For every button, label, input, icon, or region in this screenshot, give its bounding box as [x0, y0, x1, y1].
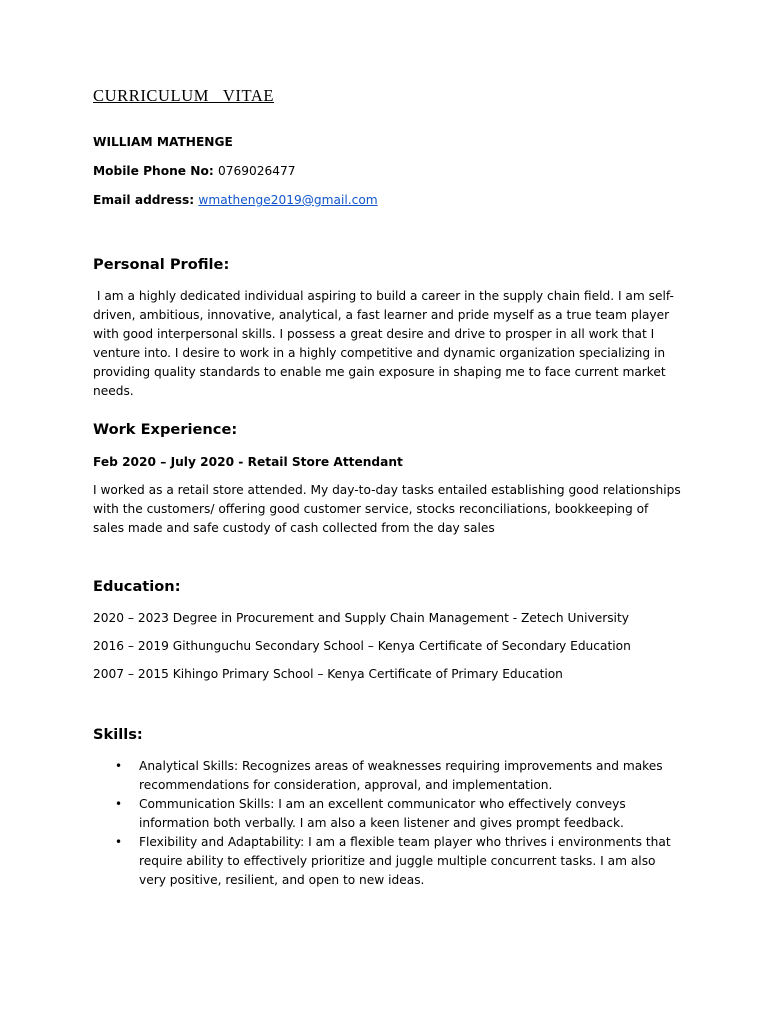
work-description: I worked as a retail store attended. My day-to-day tasks entailed establishing good relationships with the customers/ offering good customer service, stocks reconciliations, bookkeeping of sales made and safe custody of cash collected from the day sales: [93, 483, 681, 535]
skill-text: Flexibility and Adaptability: I am a flexible team player who thrives i environments that require ability to effectively prioritize and juggle multiple concurrent tasks. I am also very positive, resilient, and open to new ideas.: [139, 835, 671, 887]
bullet-icon: •: [115, 759, 123, 773]
email-link[interactable]: wmathenge2019@gmail.com: [198, 193, 378, 207]
document-title: CURRICULUM VITAE: [93, 86, 275, 105]
bullet-icon: •: [115, 835, 123, 849]
skill-text: Communication Skills: I am an excellent communicator who effectively conveys information both verbally. I am also a keen listener and gives prompt feedback.: [139, 797, 626, 830]
personal-profile-text: I am a highly dedicated individual aspiring to build a career in the supply chain field. I am self-driven, ambitious, innovative, analytical, a fast learner and pride myself as a true team player with good interpersonal skills. I possess a great desire and drive to prosper in all work that I venture into. I desire to work in a highly competitive and dynamic organization specializing in providing quality standards to enable me gain exposure in shaping me to face current market needs.: [93, 289, 674, 398]
skills-heading: Skills:: [93, 726, 143, 743]
phone-label: Mobile Phone No:: [93, 164, 218, 178]
email-line: [93, 191, 378, 210]
skills-list: [93, 757, 683, 890]
education-entry: 2007 – 2015 Kihingo Primary School – Kenya Certificate of Primary Education: [93, 667, 563, 681]
phone-line: [93, 162, 296, 181]
education-entry: 2020 – 2023 Degree in Procurement and Supply Chain Management - Zetech University: [93, 611, 629, 625]
education-heading: Education:: [93, 578, 181, 595]
phone-value: 0769026477: [217, 164, 296, 178]
skill-item: [93, 757, 679, 795]
skill-item: [93, 833, 679, 890]
education-entry: 2016 – 2019 Githunguchu Secondary School – Kenya Certificate of Secondary Education: [93, 639, 631, 653]
skill-item: [93, 795, 679, 833]
skill-text: Analytical Skills: Recognizes areas of weaknesses requiring improvements and makes recommendations for consideration, approval, and implementation.: [139, 759, 663, 792]
email-label: Email address:: [93, 193, 199, 207]
work-role: Feb 2020 – July 2020 - Retail Store Attendant: [93, 455, 403, 469]
candidate-name: WILLIAM MATHENGE: [93, 135, 233, 149]
work-experience-heading: Work Experience:: [93, 421, 238, 438]
bullet-icon: •: [115, 797, 123, 811]
personal-profile-heading: Personal Profile:: [93, 256, 230, 273]
